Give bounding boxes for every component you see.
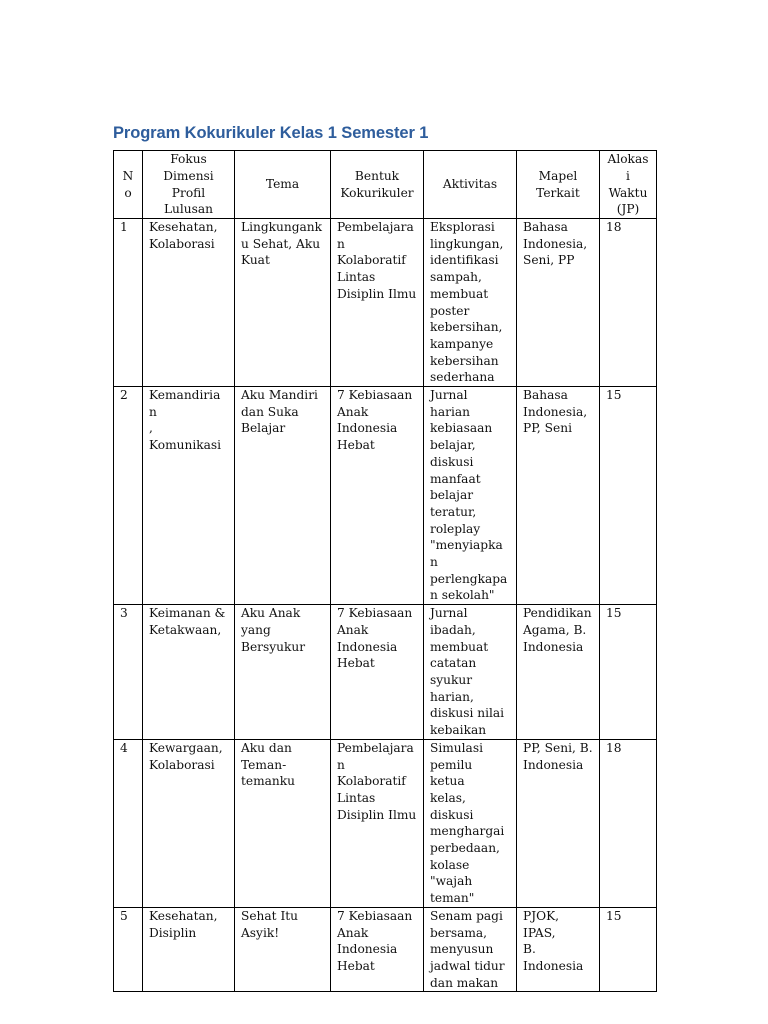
- cell-aktivitas: Eksplorasi lingkungan, identifikasi sampah, membuat poster kebersihan, kampanye kebersihan sederhana: [424, 219, 517, 387]
- table-row: [114, 387, 657, 605]
- table-row: [114, 907, 657, 992]
- cell-no: 1: [114, 219, 143, 387]
- header-no: N o: [114, 151, 143, 219]
- table-row: [114, 605, 657, 740]
- cell-fokus: Kewargaan, Kolaborasi: [143, 739, 235, 907]
- cell-alokasi: 18: [600, 219, 657, 387]
- cell-aktivitas: Simulasi pemilu ketua kelas, diskusi menghargai perbedaan, kolase "wajah teman": [424, 739, 517, 907]
- header-aktivitas: Aktivitas: [424, 151, 517, 219]
- cell-fokus: Kemandirian , Komunikasi: [143, 387, 235, 605]
- cell-bentuk: 7 Kebiasaan Anak Indonesia Hebat: [331, 907, 424, 992]
- cell-fokus: Kesehatan, Kolaborasi: [143, 219, 235, 387]
- cell-bentuk: 7 Kebiasaan Anak Indonesia Hebat: [331, 387, 424, 605]
- cell-mapel: PJOK, IPAS, B. Indonesia: [517, 907, 600, 992]
- cell-alokasi: 18: [600, 739, 657, 907]
- cell-tema: Aku Anak yang Bersyukur: [235, 605, 331, 740]
- cell-no: 4: [114, 739, 143, 907]
- cell-alokasi: 15: [600, 387, 657, 605]
- header-mapel: Mapel Terkait: [517, 151, 600, 219]
- header-tema: Tema: [235, 151, 331, 219]
- page-title: Program Kokurikuler Kelas 1 Semester 1: [113, 124, 429, 142]
- cell-bentuk: 7 Kebiasaan Anak Indonesia Hebat: [331, 605, 424, 740]
- table-header-row: [114, 151, 657, 219]
- table-row: [114, 739, 657, 907]
- header-alokasi: Alokas i Waktu (JP): [600, 151, 657, 219]
- cell-tema: Aku Mandiri dan Suka Belajar: [235, 387, 331, 605]
- cell-bentuk: Pembelajara n Kolaboratif Lintas Disiplin Ilmu: [331, 739, 424, 907]
- program-table: [113, 150, 657, 992]
- cell-mapel: Bahasa Indonesia, PP, Seni: [517, 387, 600, 605]
- cell-mapel: PP, Seni, B. Indonesia: [517, 739, 600, 907]
- cell-no: 2: [114, 387, 143, 605]
- cell-fokus: Keimanan & Ketakwaan,: [143, 605, 235, 740]
- cell-aktivitas: Senam pagi bersama, menyusun jadwal tidur dan makan: [424, 907, 517, 992]
- cell-aktivitas: Jurnal ibadah, membuat catatan syukur harian, diskusi nilai kebaikan: [424, 605, 517, 740]
- cell-no: 5: [114, 907, 143, 992]
- cell-tema: Aku dan Teman- temanku: [235, 739, 331, 907]
- header-bentuk: Bentuk Kokurikuler: [331, 151, 424, 219]
- cell-tema: Lingkungank u Sehat, Aku Kuat: [235, 219, 331, 387]
- cell-alokasi: 15: [600, 605, 657, 740]
- table-row: [114, 219, 657, 387]
- header-fokus: Fokus Dimensi Profil Lulusan: [143, 151, 235, 219]
- cell-alokasi: 15: [600, 907, 657, 992]
- cell-tema: Sehat Itu Asyik!: [235, 907, 331, 992]
- cell-aktivitas: Jurnal harian kebiasaan belajar, diskusi manfaat belajar teratur, roleplay "menyiapkan perlengkapa n sekolah": [424, 387, 517, 605]
- cell-mapel: Bahasa Indonesia, Seni, PP: [517, 219, 600, 387]
- cell-bentuk: Pembelajara n Kolaboratif Lintas Disiplin Ilmu: [331, 219, 424, 387]
- cell-fokus: Kesehatan, Disiplin: [143, 907, 235, 992]
- cell-mapel: Pendidikan Agama, B. Indonesia: [517, 605, 600, 740]
- cell-no: 3: [114, 605, 143, 740]
